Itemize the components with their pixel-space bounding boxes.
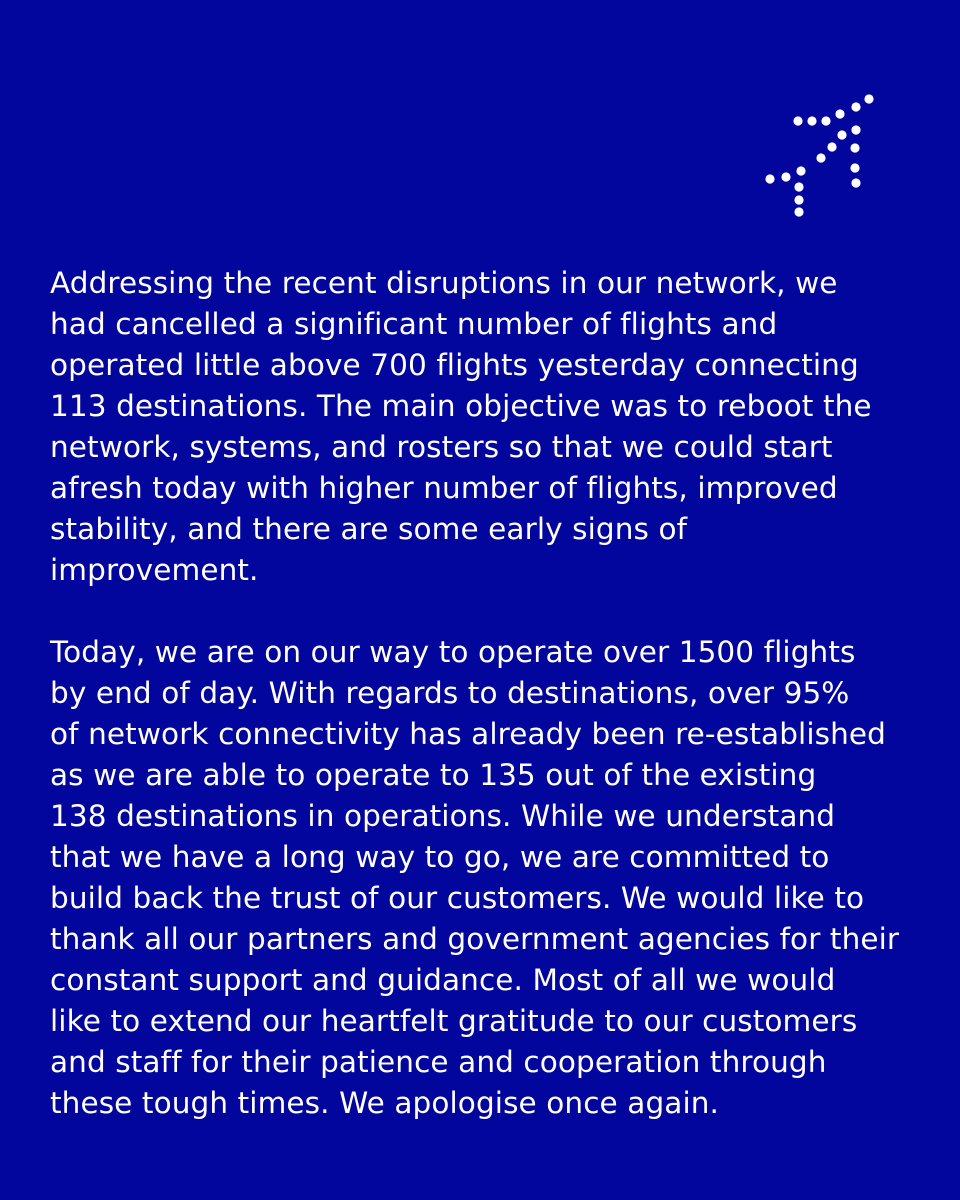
paragraph-1 [50,263,910,591]
text-line: Addressing the recent disruptions in our network, we [50,266,838,300]
text-line: as we are able to operate to 135 out of the existing [50,758,817,792]
text-line: constant support and guidance. Most of all we would [50,963,836,997]
text-line: like to extend our heartfelt gratitude to our customers [50,1004,858,1038]
text-line: these tough times. We apologise once again. [50,1086,720,1120]
text-line: that we have a long way to go, we are committed to [50,840,830,874]
text-line: Today, we are on our way to operate over 1500 flights [50,635,856,669]
text-line: by end of day. With regards to destinations, over 95% [50,676,850,710]
paragraph-2 [50,632,910,1124]
text-line: thank all our partners and government agencies for their [50,922,900,956]
statement-text [50,263,910,1124]
text-line: and staff for their patience and cooperation through [50,1045,827,1079]
text-line: improvement. [50,553,259,587]
text-line: of network connectivity has already been re-established [50,717,886,751]
text-line: had cancelled a significant number of flights and [50,307,778,341]
text-line: operated little above 700 flights yesterday connecting [50,348,859,382]
text-line: 113 destinations. The main objective was to reboot the [50,389,872,423]
text-line: network, systems, and rosters so that we could start [50,430,833,464]
text-line: stability, and there are some early signs of [50,512,688,546]
text-line: 138 destinations in operations. While we understand [50,799,836,833]
text-line: build back the trust of our customers. We would like to [50,881,865,915]
dotted-plane-icon [756,90,896,220]
text-line: afresh today with higher number of flights, improved [50,471,838,505]
